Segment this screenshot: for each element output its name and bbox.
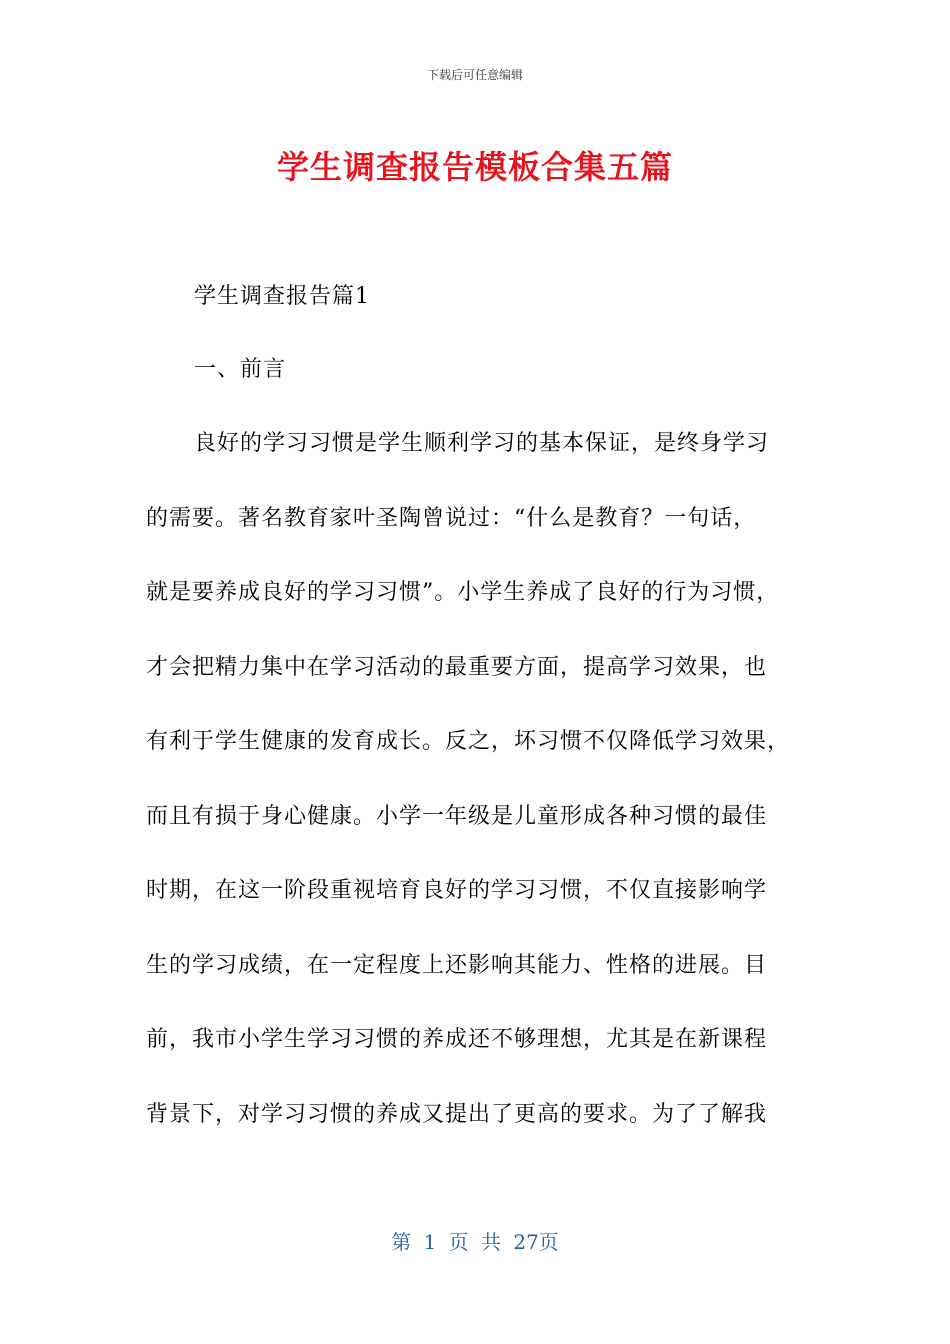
paragraph-line: 就是要养成良好的学习习惯”。小学生养成了良好的行为习惯，: [146, 580, 780, 605]
paragraph-line: 良好的学习习惯是学生顺利学习的基本保证，是终身学习: [194, 431, 770, 456]
section-heading: 学生调查报告篇1: [194, 284, 370, 309]
document-title: 学生调查报告模板合集五篇: [276, 148, 673, 186]
paragraph-line: 时期，在这一阶段重视培育良好的学习习惯，不仅直接影响学: [146, 878, 768, 903]
paragraph-line: 才会把精力集中在学习活动的最重要方面，提高学习效果，也: [146, 655, 768, 680]
page-footer: 第 1 页 共 27页: [391, 1230, 559, 1254]
paragraph-line: 的需要。著名教育家叶圣陶曾说过：“什么是教育？一句话，: [146, 506, 757, 531]
header-note: 下载后可任意编辑: [426, 68, 523, 82]
subheading: 一、前言: [194, 357, 287, 382]
paragraph-line: 生的学习成绩，在一定程度上还影响其能力、性格的进展。目: [146, 953, 768, 978]
paragraph-line: 前，我市小学生学习习惯的养成还不够理想，尤其是在新课程: [146, 1027, 768, 1052]
paragraph-line: 而且有损于身心健康。小学一年级是儿童形成各种习惯的最佳: [146, 804, 768, 829]
paragraph-line: 有利于学生健康的发育成长。反之，坏习惯不仅降低学习效果，: [146, 729, 791, 754]
paragraph-line: 背景下，对学习习惯的养成又提出了更高的要求。为了了解我: [146, 1102, 768, 1127]
